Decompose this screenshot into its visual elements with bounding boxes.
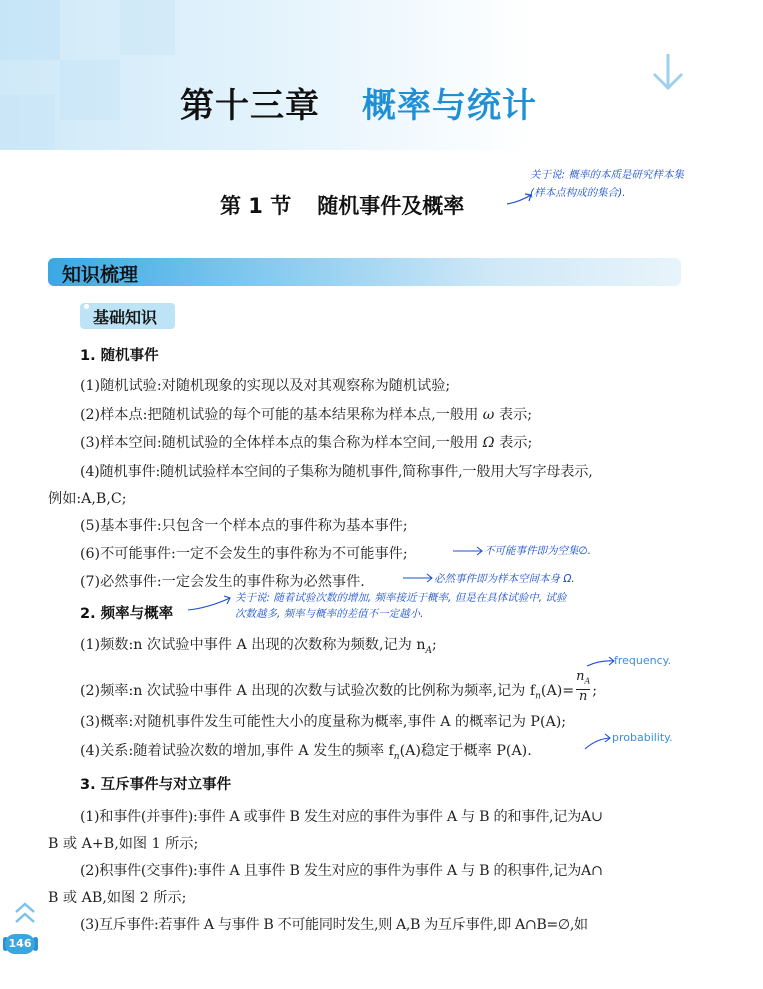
section-name: 随机事件及概率 bbox=[317, 194, 465, 218]
handwritten-note-frequency: 关于说: 随着试验次数的增加, 频率接近于概率, 但是在具体试验中, 试验 次数越多, 频率与概率的差值不一定越小. bbox=[235, 592, 567, 620]
text-line: (3)样本空间:随机试验的全体样本点的集合称为样本空间,一般用 Ω 表示; bbox=[80, 435, 533, 451]
text-line: (1)频数:n 次试验中事件 A 出现的次数称为频数,记为 $n_A$; bbox=[80, 637, 437, 656]
text-line: (3)互斥事件:若事件 A 与事件 B 不可能同时发生,则 A,B 为互斥事件,即 A∩B=∅,如 bbox=[80, 917, 588, 933]
handwritten-note-definition: 关于说: 概率的本质是研究样本集(样本点构成的集合). bbox=[530, 169, 684, 199]
text-line: B 或 AB,如图 2 所示; bbox=[48, 890, 187, 906]
chapter-title bbox=[180, 78, 537, 127]
handwritten-note-frequency-en: frequency. bbox=[614, 654, 672, 667]
handwritten-note-impossible: 不可能事件即为空集∅. bbox=[484, 545, 591, 557]
text-line: 例如:A,B,C; bbox=[48, 491, 127, 507]
knowledge-title: 知识梳理 bbox=[62, 264, 139, 286]
basic-label: 基础知识 bbox=[93, 308, 158, 327]
chapter-banner bbox=[0, 0, 763, 150]
heading-frequency-probability: 2. 频率与概率 bbox=[80, 606, 174, 622]
text-line: (2)样本点:把随机试验的每个可能的基本结果称为样本点,一般用 ω 表示; bbox=[80, 407, 533, 423]
chapter-number: 第十三章 bbox=[180, 86, 320, 126]
text-line: (2)积事件(交事件):事件 A 且事件 B 发生对应的事件为事件 A 与 B 的积事件,记为A∩ bbox=[80, 863, 603, 879]
text-line: (3)概率:对随机事件发生可能性大小的度量称为概率,事件 A 的概率记为 P(A); bbox=[80, 714, 567, 730]
annotation-arrow bbox=[402, 572, 436, 584]
text-line: (1)随机试验:对随机现象的实现以及对其观察称为随机试验; bbox=[80, 378, 451, 394]
heading-exclusive-events: 3. 互斥事件与对立事件 bbox=[80, 777, 232, 793]
annotation-arrow bbox=[452, 545, 486, 557]
text-line: (6)不可能事件:一定不会发生的事件称为不可能事件; bbox=[80, 546, 408, 562]
knowledge-bar bbox=[48, 258, 681, 286]
section-number: 第 1 节 bbox=[220, 194, 292, 218]
text-line: (4)关系:随着试验次数的增加,事件 A 发生的频率 $f_n(A)$稳定于概率 P(A). bbox=[80, 743, 532, 762]
double-chevron-up-icon bbox=[14, 900, 36, 926]
chapter-name: 概率与统计 bbox=[362, 86, 537, 126]
handwritten-note-certain: 必然事件即为样本空间本身 Ω. bbox=[434, 573, 575, 585]
text-line: (2)频率:n 次试验中事件 A 出现的次数与试验次数的比例称为频率,记为 $f_n(A)=$ $\frac{n_A}{n}$ ; bbox=[80, 669, 598, 704]
text-line: (5)基本事件:只包含一个样本点的事件称为基本事件; bbox=[80, 518, 408, 534]
heading-random-events: 1. 随机事件 bbox=[80, 348, 159, 364]
section-title bbox=[220, 190, 464, 220]
handwritten-note-probability-en: probability. bbox=[612, 731, 673, 744]
page-number: 146 bbox=[5, 934, 35, 954]
text-line: B 或 A+B,如图 1 所示; bbox=[48, 836, 199, 852]
down-arrow-icon bbox=[650, 52, 686, 92]
annotation-arrow bbox=[584, 733, 614, 751]
text-line: (4)随机事件:随机试验样本空间的子集称为随机事件,简称事件,一般用大写字母表示, bbox=[80, 464, 593, 480]
text-line: (7)必然事件:一定会发生的事件称为必然事件. bbox=[80, 574, 365, 590]
annotation-arrow bbox=[186, 594, 234, 614]
text-line: (1)和事件(并事件):事件 A 或事件 B 发生对应的事件为事件 A 与 B 的和事件,记为A∪ bbox=[80, 809, 603, 825]
dot-icon bbox=[84, 304, 89, 309]
